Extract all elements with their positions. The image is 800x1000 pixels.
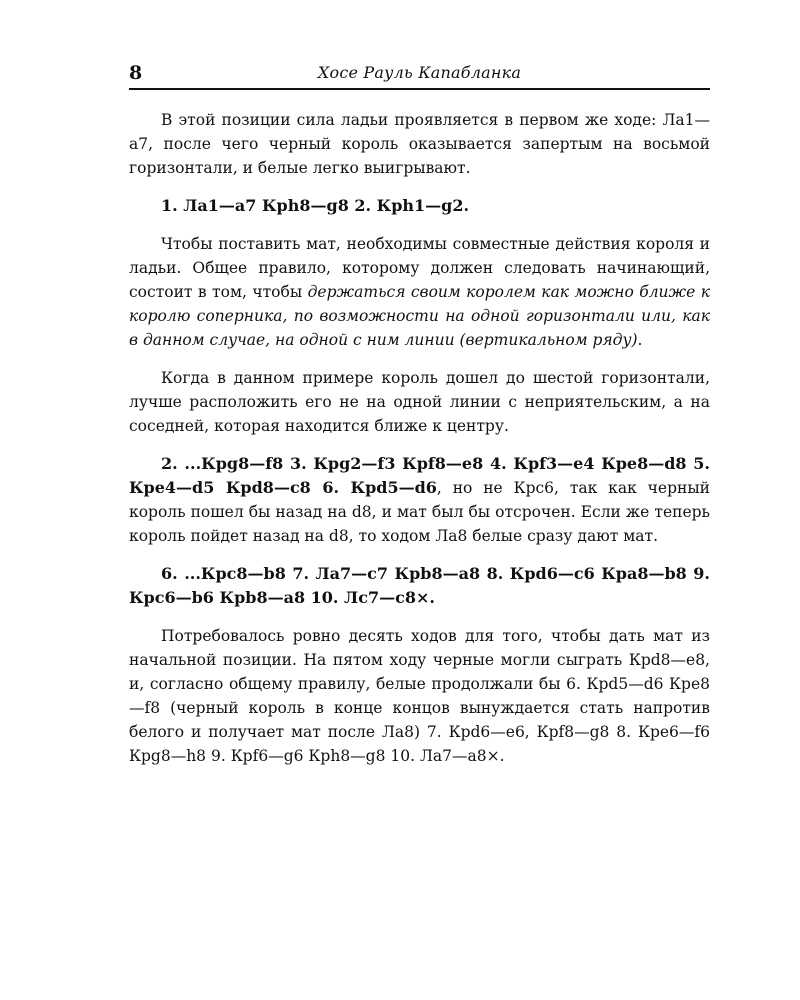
moves-line-2: 2. ...Крg8—f8 3. Крg2—f3 Крf8—e8 4. Крf3—e4 Крe8—d8 5. Крe4—d5 Крd8—c8 6. Крd5—d6 — [129, 454, 710, 497]
running-title: Хосе Рауль Капабланка — [317, 63, 522, 82]
moves-line-1: 1. Ла1—а7 Крh8—g8 2. Крh1—g2. — [161, 196, 470, 215]
paragraph-3-italic: держаться своим королем как можно ближе к королю соперника, по возможности на одной горизонтали или, как в данном случае, на одной с ним линии (вертикальном ряду) — [129, 283, 711, 349]
paragraph-5 — [129, 452, 710, 548]
paragraph-3-text: Чтобы поставить мат, необходимы совместные действия короля и ладьи. Общее правило, которому должен следовать начинающий, состоит в том, чтобы — [129, 235, 710, 301]
paragraph-1: В этой позиции сила ладьи проявляется в первом же ходе: Ла1—а7, после чего черный король оказывается запертым на восьмой горизонтали, и белые легко выигрывают. — [129, 111, 710, 177]
moves-line-3: 6. ...Крc8—b8 7. Ла7—c7 Крb8—a8 8. Крd6—c6 Крa8—b8 9. Крc6—b6 Крb8—a8 10. Лc7—c8×. — [129, 564, 710, 607]
page-number: 8 — [129, 62, 143, 84]
body-text — [129, 108, 710, 782]
paragraph-4: Когда в данном примере король дошел до шестой горизонтали, лучше расположить его не на одной линии с неприятельским, а на соседней, которая находится ближе к центру. — [129, 369, 710, 435]
paragraph-5-text: , но не Крc6, так как черный король пошел бы назад на d8, и мат был бы отсрочен. Если же теперь король пойдет назад на d8, то ходом Ла8 белые сразу дают мат. — [129, 479, 710, 545]
header-rule — [129, 88, 710, 90]
paragraph-7: Потребовалось ровно десять ходов для того, чтобы дать мат из начальной позиции. На пятом ходу черные могли сыграть Крd8—e8, и, согласно общему правилу, белые продолжали бы 6. Крd5—d6 Крe8—f8 (черный король в конце концов вынуждается стать напротив белого и получает мат после Ла8) 7. Крd6—e6, Крf8—g8 8. Крe6—f6 Крg8—h8 9. Крf6—g6 Крh8—g8 10. Ла7—a8×. — [129, 627, 710, 765]
page-header — [129, 60, 710, 88]
paragraph-3 — [129, 232, 710, 352]
paragraph-3-end: . — [637, 331, 643, 349]
